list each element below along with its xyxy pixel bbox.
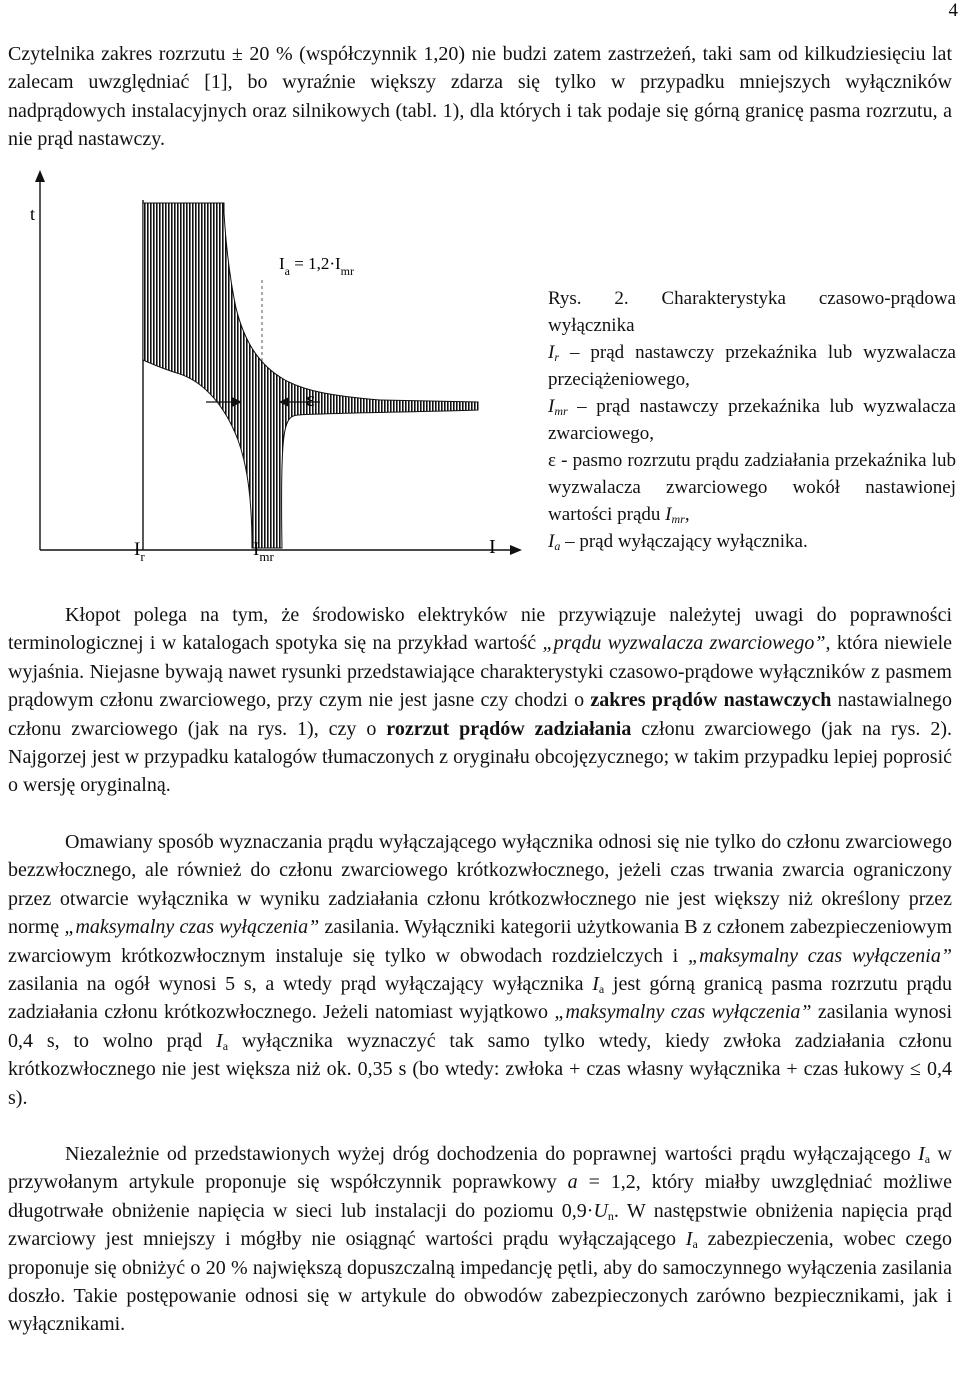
epsilon-label: ε [306,387,315,411]
i-axis-arrow [510,545,522,555]
caption-title: Rys. 2. Charakterystyka czasowo-prądowa wyłącznika [548,288,956,336]
paragraph-method: Omawiany sposób wyznaczania prądu wyłączającego wyłącznika odnosi się nie tylko do członu zwarciowego bezzwłocznego, ale również do członu zwarciowego krótkozwłocznego, jeżeli czas trwania zwarcia ograniczony przez otwarcie wyłącznika w wyniku zadziałania członu krótkozwłocznego nie jest większy niż określony przez normę „maksymalny czas wyłączenia” zasilania. Wyłączniki kategorii użytkowania B z członem zabezpieczeniowym zwarciowym krótkozwłocznym instaluje się tylko w obwodach rozdzielczych i „maksymalny czas wyłączenia” zasilania na ogół wynosi 5 s, a wtedy prąd wyłączający wyłącznika $I_a$ jest górną granicą pasma rozrzutu prądu zadziałania członu krótkozwłocznego. Jeżeli natomiast wyjątkowo „maksymalny czas wyłączenia” zasilania wynosi 0,4 s, to wolno prąd $I_a$ wyłącznika wyznaczyć tak samo tylko wtedy, kiedy zwłoka zadziałania członu krótkozwłocznego nie jest większa niż ok. 0,35 s (bo wtedy: zwłoka + czas własny wyłącznika + czas łukowy ≤ 0,4 s). [8,831,953,1109]
t-axis-arrow [35,170,45,182]
i-axis-label: I [489,536,496,558]
caption-epsilon: ε - pasmo rozrzutu prądu zadziałania przekaźnika lub wyzwalacza zwarciowego wokół nastawionej wartości prądu $I_{mr}$, [548,450,956,526]
ir-label: $I_r$ [134,539,145,564]
paragraph-correction-factor: Niezależnie od przedstawionych wyżej dróg dochodzenia do poprawnej wartości prądu wyłączającego $I_a$ w przywołanym artykule proponuje się współczynnik poprawkowy a = 1,2, który miałby uwzględniać możliwe długotrwałe obniżenie napięcia w sieci lub instalacji do poziomu $0,9\cdot U_n$. W następstwie obniżenia napięcia prąd zwarciowy jest mniejszy i mógłby nie osiągnąć wartości prądu wyłączającego $I_a$ zabezpieczenia, wobec czego proponuje się obniżyć o 20 % największą dopuszczalną impedancję pętli, aby do samoczynnego wyłączenia zasilania doszło. Takie postępowanie odnosi się w artykule do obwodów zabezpieczonych zarówno bezpiecznikami, jak i wyłącznikami. [8,1143,952,1336]
imr-label: $I_{mr}$ [253,539,274,564]
t-axis-label: t [30,204,36,224]
caption-ia: $I_a$ – prąd wyłączający wyłącznika. [548,531,808,553]
page-number: 4 [948,0,958,21]
figure-caption [548,285,956,555]
caption-imr: $I_{mr}$ – prąd nastawczy przekaźnika lub wyzwalacza zwarciowego, [548,396,956,444]
caption-ir: $I_r$ – prąd nastawczy przekaźnika lub wyzwalacza przeciążeniowego, [548,342,956,390]
intro-paragraph: Czytelnika zakres rozrzutu ± 20 % (współczynnik 1,20) nie budzi zatem zastrzeżeń, taki sam od kilkudziesięciu lat zalecam uwzględniać [1], bo wyraźnie większy zdarza się tylko w przypadku mniejszych wyłączników nadprądowych instalacyjnych oraz silnikowych (tabl. 1), dla których i tak podaje się górną granicę pasma rozrzutu, a nie prąd nastawczy. [8,43,952,151]
ia-label: $I_a = 1,2\cdot I_{mr}$ [279,254,355,278]
figure-rys-2 [0,170,960,590]
paragraph-terminology: Kłopot polega na tym, że środowisko elektryków nie przywiązuje należytej uwagi do poprawności terminologicznej i w katalogach spotyka się na przykład wartość „prądu wyzwalacza zwarciowego”, która niewiele wyjaśnia. Niejasne bywają nawet rysunki przedstawiające charakterystyki czasowo-prądowe wyłączników z pasmem prądowym członu zwarciowego, przy czym nie jest jasne czy chodzi o zakres prądów nastawczych nastawialnego członu zwarciowego (jak na rys. 1), czy o rozrzut prądów zadziałania członu zwarciowego (jak na rys. 2). Najgorzej jest w przypadku katalogów tłumaczonych z oryginału obcojęzycznego; w takim przypadku lepiej poprosić o wersję oryginalną. [8,604,953,797]
